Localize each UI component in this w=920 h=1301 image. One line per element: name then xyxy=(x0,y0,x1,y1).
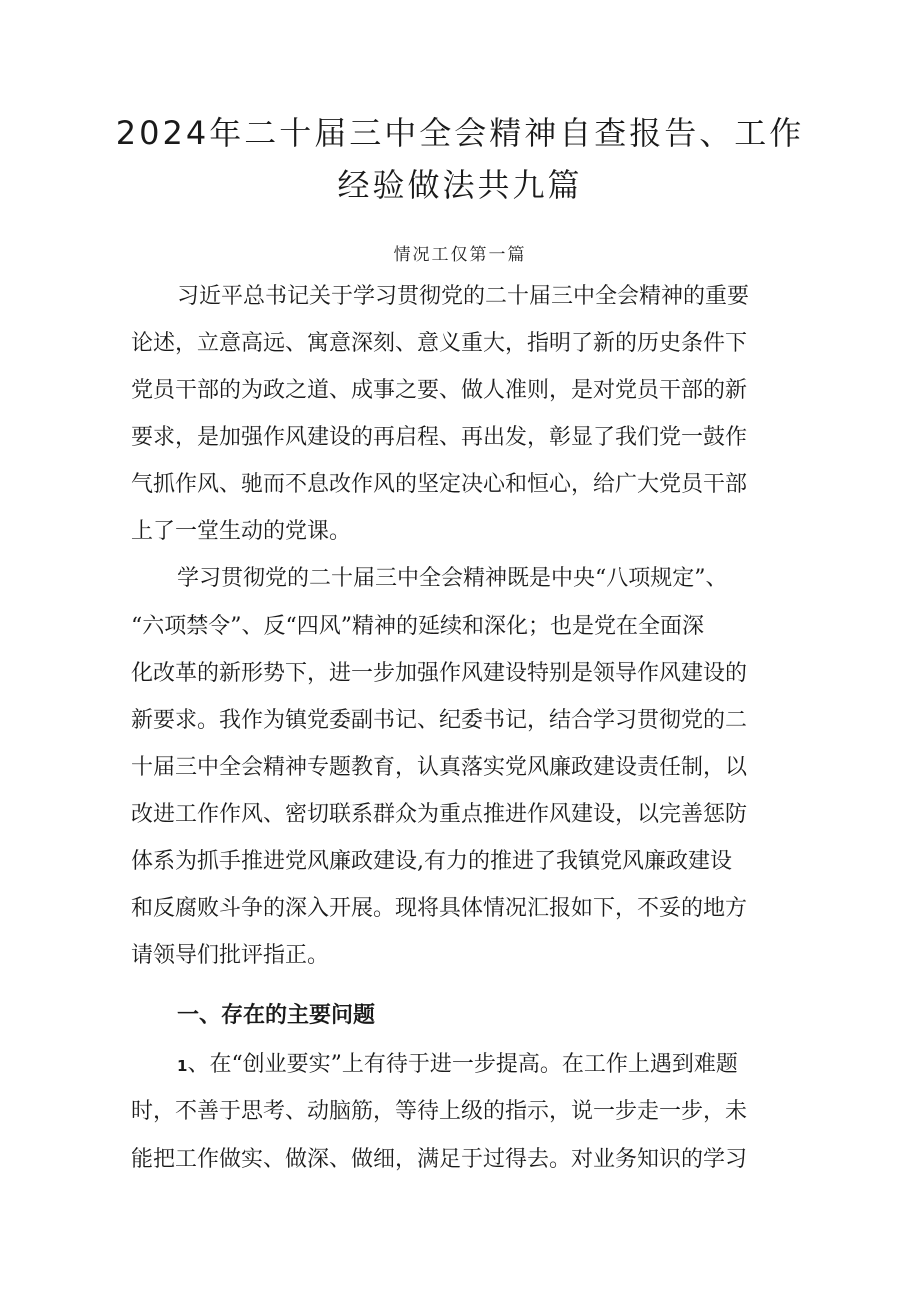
paragraph-1-line-4: 要求，是加强作风建设的再启程、再出发，彰显了我们党一鼓作 xyxy=(131,425,748,450)
paragraph-2-line-1: 学习贯彻党的二十届三中全会精神既是中央“八项规定”、 xyxy=(177,566,728,591)
paragraph-2-line-4: 新要求。我作为镇党委副书记、纪委书记，结合学习贯彻党的二 xyxy=(131,708,748,733)
section-label: 情况工仅第一篇 xyxy=(393,245,527,265)
paragraph-1-line-1: 习近平总书记关于学习贯彻党的二十届三中全会精神的重要 xyxy=(177,284,750,309)
item-1-line-2: 时，不善于思考、动脑筋，等待上级的指示，说一步走一步，未 xyxy=(131,1099,748,1124)
item-1-number: 1 xyxy=(177,1057,188,1075)
paragraph-2-line-7: 体系为抓手推进党风廉政建设,有力的推进了我镇党风廉政建设 xyxy=(131,849,732,874)
paragraph-2-line-8: 和反腐败斗争的深入开展。现将具体情况汇报如下，不妥的地方 xyxy=(131,896,748,921)
item-1-line-3: 能把工作做实、做深、做细，满足于过得去。对业务知识的学习 xyxy=(131,1147,748,1172)
item-1-text: 、在“创业要实”上有待于进一步提高。在工作上遇到难题 xyxy=(187,1052,738,1077)
paragraph-1-line-6: 上了一堂生动的党课。 xyxy=(131,519,352,544)
paragraph-1-line-5: 气抓作风、驰而不息改作风的坚定决心和恒心，给广大党员干部 xyxy=(131,472,748,497)
section-heading-1: 一、存在的主要问题 xyxy=(177,1003,376,1028)
paragraph-1-line-2: 论述，立意高远、寓意深刻、意义重大，指明了新的历史条件下 xyxy=(131,331,748,356)
paragraph-2-line-9: 请领导们批评指正。 xyxy=(131,943,330,968)
document-title-line-2: 经验做法共九篇 xyxy=(337,166,583,204)
paragraph-2-line-6: 改进工作作风、密切联系群众为重点推进作风建设，以完善惩防 xyxy=(131,802,748,827)
paragraph-2-line-3: 化改革的新形势下，进一步加强作风建设特别是领导作风建设的 xyxy=(131,661,748,686)
paragraph-2-line-5: 十届三中全会精神专题教育，认真落实党风廉政建设责任制，以 xyxy=(131,755,748,780)
item-1-line-1 xyxy=(177,1050,738,1081)
paragraph-1-line-3: 党员干部的为政之道、成事之要、做人准则，是对党员干部的新 xyxy=(131,378,748,403)
paragraph-2-line-2: “六项禁令”、反“四风”精神的延续和深化；也是党在全面深 xyxy=(131,614,704,639)
document-title-line-1: 2024年二十届三中全会精神自查报告、工作 xyxy=(115,114,805,152)
